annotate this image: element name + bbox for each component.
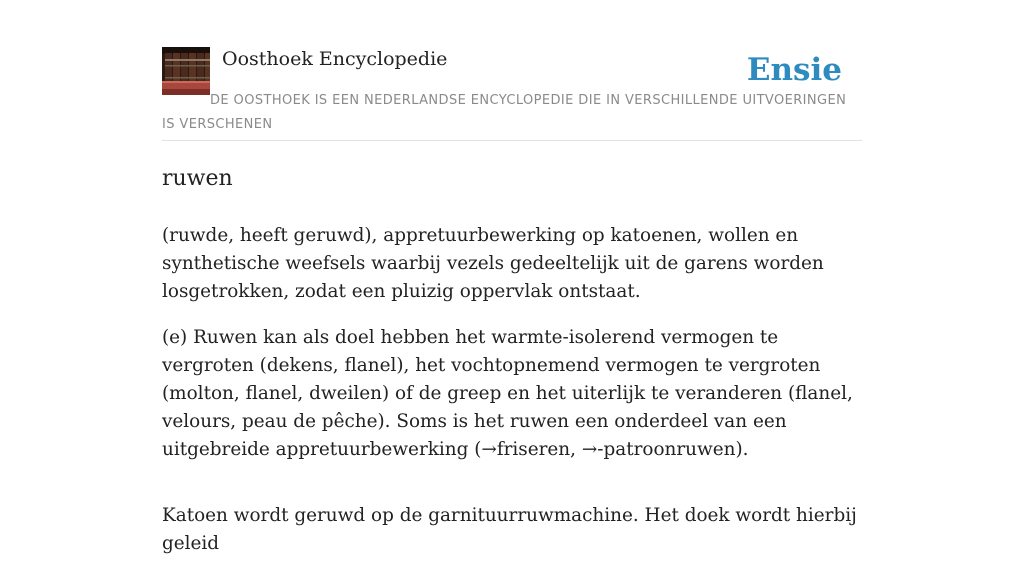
site-avatar[interactable] (162, 47, 210, 95)
paragraph-text-end: ). (735, 439, 749, 460)
paragraph-text: (e) Ruwen kan als doel hebben het warmte-isolerend vermogen te vergroten (dekens, flanel), het vochtopnemend vermogen te vergroten (molton, flanel, dweilen) of de greep en het uiterlijk te veranderen (flanel, velours, peau de pêche). Soms is het ruwen een onderdeel van een uitgebreide appretuurbewerking ( (162, 327, 853, 460)
link-separator: , (570, 439, 582, 460)
entry-paragraph-cotton: Katoen wordt geruwd op de garnituurruwmachine. Het doek wordt hierbij geleid (162, 505, 857, 554)
entry-content (162, 160, 872, 576)
brand-logo-link[interactable]: Ensie (746, 52, 842, 88)
entry-paragraph-purpose (162, 324, 872, 464)
entry-paragraph-definition: (ruwde, heeft geruwd), appretuurbewerking op katoenen, wollen en synthetische weefsels waarbij vezels gedeeltelijk uit de garens worden losgetrokken, zodat een pluizig oppervlak ontstaat. (162, 225, 824, 302)
encyclopedia-books-icon (162, 47, 210, 95)
page (162, 0, 862, 554)
link-patroonruwen[interactable]: →-patroonruwen (581, 439, 736, 460)
site-tagline: DE OOSTHOEK IS EEN NEDERLANDSE ENCYCLOPEDIE DIE IN VERSCHILLENDE UITVOERINGEN IS VERSCHENEN (162, 93, 847, 132)
site-name[interactable]: Oosthoek Encyclopedie (222, 48, 448, 70)
link-friseren[interactable]: →friseren (481, 439, 571, 460)
site-header (162, 47, 862, 141)
entry-title: ruwen (162, 166, 233, 191)
